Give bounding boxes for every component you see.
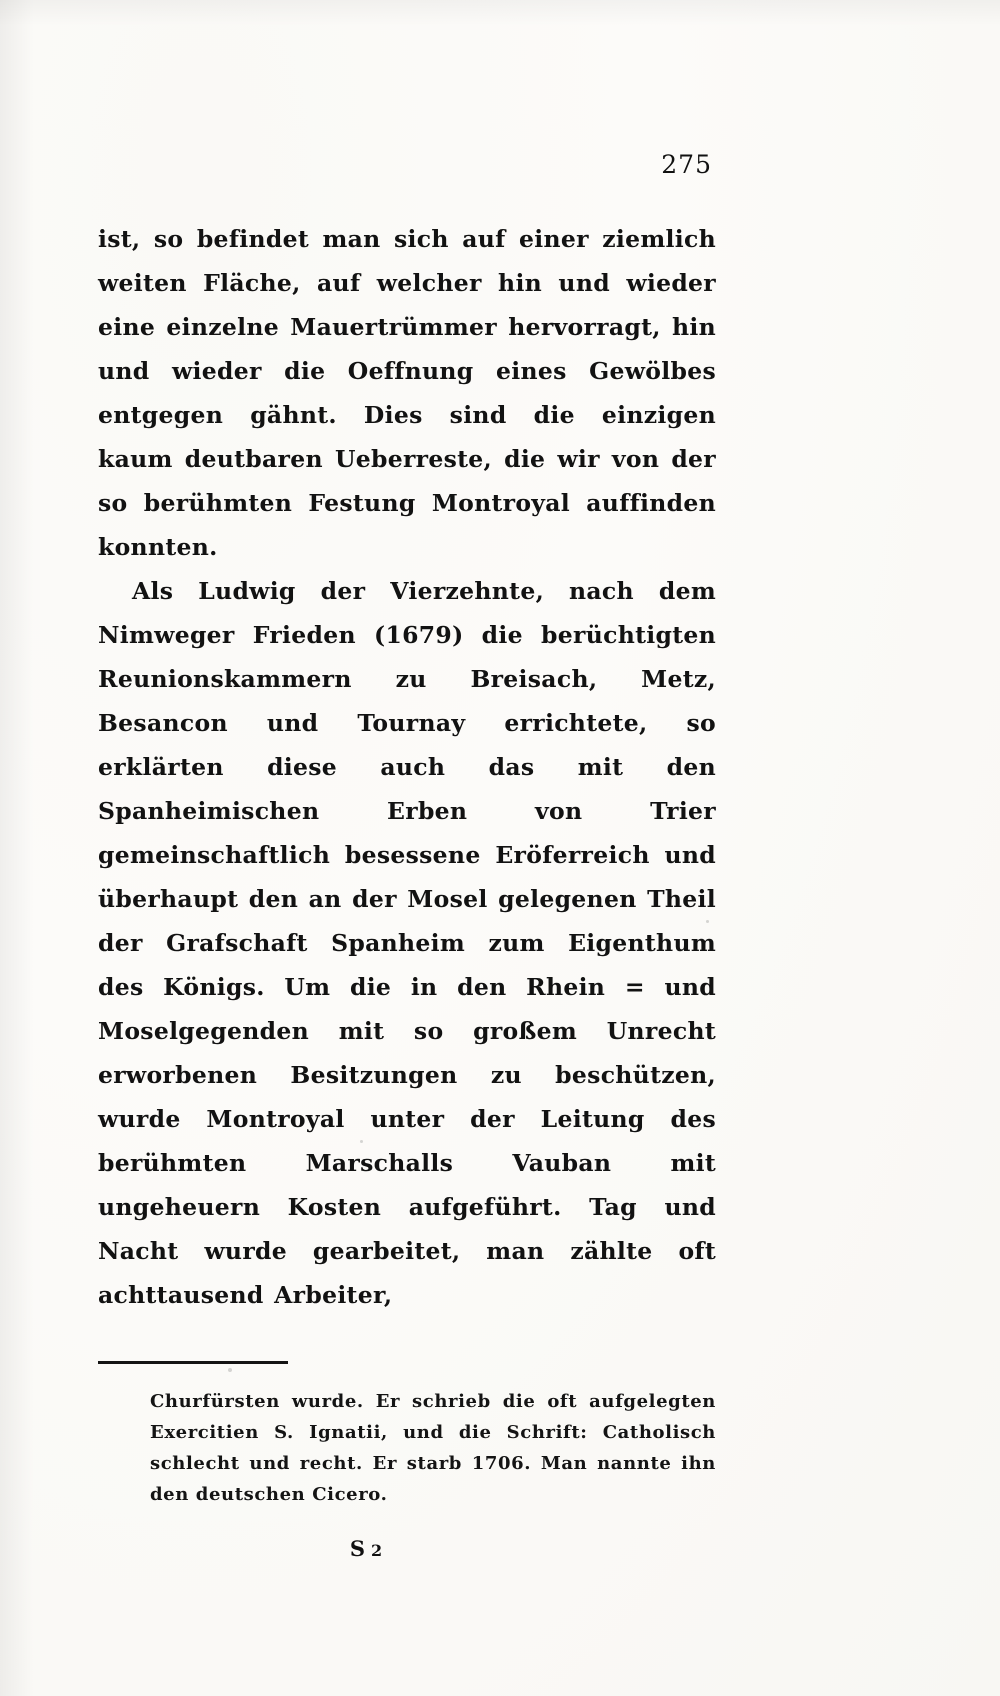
paragraph: Als Ludwig der Vierzehnte, nach dem Nimweger Frieden (1679) die berüchtigten Reunionskammern zu Breisach, Metz, Besancon und Tournay errichtete, so erklärten diese auch das mit den Spanheimischen Erben von Trier gemeinschaftlich besessene Eröferreich und überhaupt den an der Mosel gelegenen Theil der Grafschaft Spanheim zum Eigenthum des Königs. Um die in den Rhein = und Moselgegenden mit so großem Unrecht erworbenen Besitzungen zu beschützen, wurde Montroyal unter der Leitung des berühmten Marschalls Vauban mit ungeheuern Kosten aufgeführt. Tag und Nacht wurde gearbeitet, man zählte oft achttausend Arbeiter,: [98, 577, 716, 1309]
page-number: 275: [661, 150, 712, 179]
signature-number: 2: [371, 1541, 385, 1560]
footnote: [98, 1386, 716, 1510]
footnote-rule: [98, 1361, 288, 1364]
signature-mark: [98, 1536, 716, 1561]
paragraph: ist, so befindet man sich auf einer ziemlich weiten Fläche, auf welcher hin und wieder eine einzelne Mauertrümmer hervorragt, hin und wieder die Oeffnung eines Gewölbes entgegen gähnt. Dies sind die einzigen kaum deutbaren Ueberreste, die wir von der so berühmten Festung Montroyal auffinden konnten.: [98, 225, 716, 561]
body-text: [98, 217, 716, 1317]
footnote-text: Churfürsten wurde. Er schrieb die oft aufgelegten Exercitien S. Ignatii, und die Schrift: Catholisch schlecht und recht. Er starb 1706. Man nannte ihn den deutschen Cicero.: [150, 1391, 716, 1505]
page-content: [98, 150, 716, 1561]
signature-letter: S: [349, 1536, 368, 1561]
